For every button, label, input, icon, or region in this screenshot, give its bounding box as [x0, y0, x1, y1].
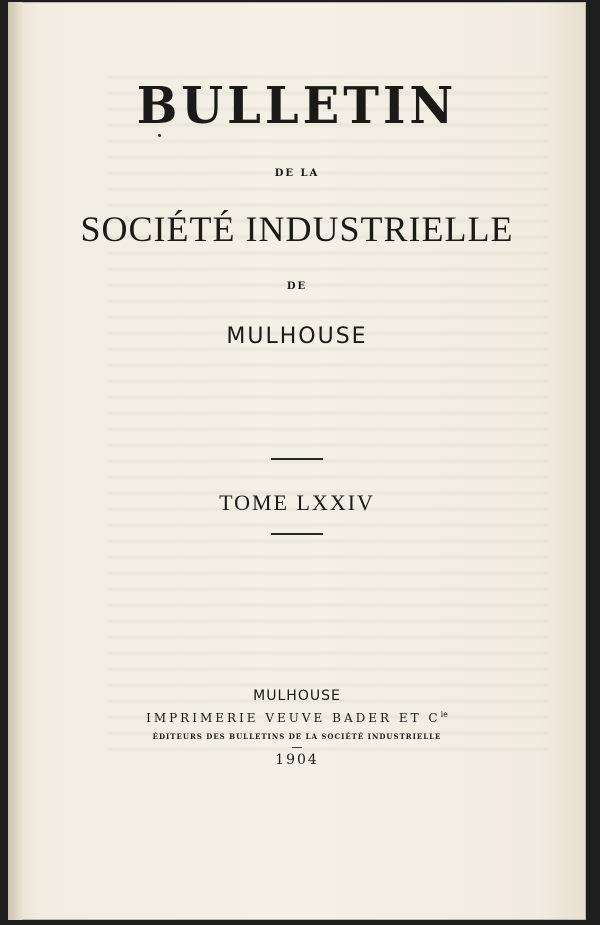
- volume-number: TOME LXXIV: [219, 490, 375, 515]
- de-connector: DE: [286, 281, 308, 292]
- year-divider: [292, 747, 302, 748]
- printer-name: IMPRIMERIE VEUVE BADER ET C: [146, 711, 441, 725]
- de-la-connector: DE LA: [274, 168, 320, 179]
- society-city: MULHOUSE: [226, 324, 368, 349]
- divider-bottom: [271, 533, 323, 535]
- publication-year: 1904: [275, 752, 319, 768]
- imprint-city: MULHOUSE: [253, 688, 341, 704]
- imprint-printer: [8, 710, 586, 725]
- imprint-publisher: ÉDITEURS DES BULLETINS DE LA SOCIÉTÉ INDUSTRIELLE: [152, 732, 442, 741]
- society-name: SOCIÉTÉ INDUSTRIELLE: [80, 209, 514, 249]
- title-page-content: [8, 2, 586, 920]
- divider-top: [271, 458, 323, 460]
- bulletin-title: BULLETIN: [136, 76, 458, 136]
- printer-suffix: ie: [440, 710, 448, 719]
